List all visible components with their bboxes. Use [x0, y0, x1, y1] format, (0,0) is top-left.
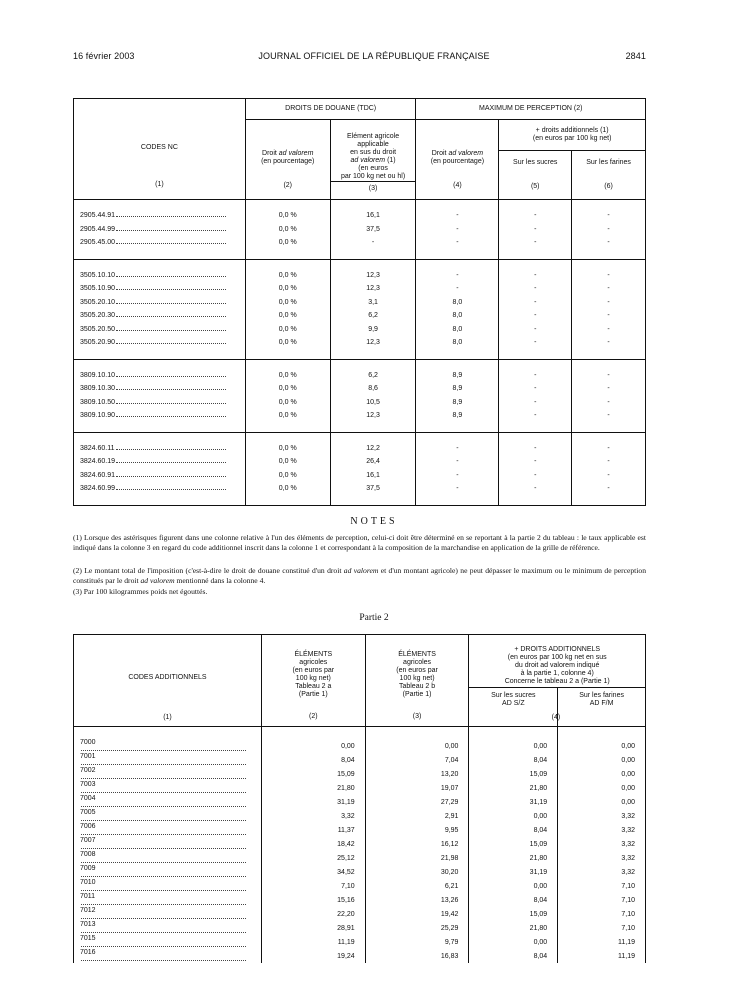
- value-cell: 18,42: [261, 837, 365, 851]
- notes-title: NOTES: [350, 516, 398, 527]
- value-cell: 37,5: [330, 223, 416, 237]
- note-2: (2) Le montant total de l'imposition (c'est-à-dire le droit de douane constitué d'un droit ad valorem et d'un montant agricole) ne peut dépasser le maximum ou le minimum de perception constitués par le droit ad valorem mentionné dans la colonne 4.: [73, 566, 646, 585]
- value-cell: 0,0 %: [245, 223, 330, 237]
- table-row: [74, 323, 646, 337]
- value-cell: 12,3: [330, 269, 416, 283]
- value-cell: 8,0: [416, 336, 499, 350]
- value-cell: 8,9: [416, 382, 499, 396]
- value-cell: -: [499, 282, 572, 296]
- value-cell: 25,29: [365, 921, 469, 935]
- value-cell: 8,9: [416, 369, 499, 383]
- value-cell: -: [499, 396, 572, 410]
- value-cell: -: [499, 409, 572, 423]
- table-row: [74, 753, 646, 767]
- value-cell: 12,3: [330, 336, 416, 350]
- value-cell: 16,1: [330, 209, 416, 223]
- table-row: [74, 795, 646, 809]
- value-cell: 12,3: [330, 409, 416, 423]
- value-cell: -: [416, 209, 499, 223]
- value-cell: -: [572, 396, 646, 410]
- value-cell: 8,04: [469, 949, 558, 963]
- value-cell: -: [572, 469, 646, 483]
- value-cell: 8,6: [330, 382, 416, 396]
- value-cell: 37,5: [330, 482, 416, 496]
- table-row: [74, 382, 646, 396]
- value-cell: 8,0: [416, 296, 499, 310]
- table-row: [74, 921, 646, 935]
- value-cell: -: [499, 442, 572, 456]
- partie-2-title: Partie 2: [359, 613, 389, 623]
- additional-code-cell: 7008: [74, 851, 262, 865]
- value-cell: 6,2: [330, 309, 416, 323]
- table-row: [74, 837, 646, 851]
- value-cell: 0,0 %: [245, 409, 330, 423]
- value-cell: 0,00: [469, 809, 558, 823]
- value-cell: 0,00: [558, 795, 646, 809]
- value-cell: 2,91: [365, 809, 469, 823]
- value-cell: -: [416, 442, 499, 456]
- group-droits-douane: DROITS DE DOUANE (TDC): [245, 99, 416, 120]
- table-row: [74, 851, 646, 865]
- additional-code-cell: 7005: [74, 809, 262, 823]
- value-cell: 0,0 %: [245, 369, 330, 383]
- value-cell: 19,24: [261, 949, 365, 963]
- value-cell: 0,0 %: [245, 296, 330, 310]
- table-row: [74, 336, 646, 350]
- nc-code-cell: 3505.20.90: [74, 336, 246, 350]
- value-cell: 0,00: [261, 739, 365, 753]
- value-cell: 21,80: [261, 781, 365, 795]
- value-cell: 15,09: [469, 907, 558, 921]
- value-cell: 13,26: [365, 893, 469, 907]
- value-cell: -: [572, 369, 646, 383]
- value-cell: 16,12: [365, 837, 469, 851]
- journal-title: JOURNAL OFFICIEL DE LA RÉPUBLIQUE FRANÇAISE: [258, 51, 490, 61]
- value-cell: 3,32: [558, 865, 646, 879]
- value-cell: 0,0 %: [245, 309, 330, 323]
- value-cell: 7,10: [558, 879, 646, 893]
- value-cell: 34,52: [261, 865, 365, 879]
- value-cell: 8,9: [416, 409, 499, 423]
- value-cell: 15,09: [261, 767, 365, 781]
- value-cell: 13,20: [365, 767, 469, 781]
- table-row: [74, 442, 646, 456]
- additional-code-cell: 7007: [74, 837, 262, 851]
- additional-code-cell: 7010: [74, 879, 262, 893]
- table-row: [74, 767, 646, 781]
- value-cell: -: [499, 236, 572, 250]
- value-cell: -: [572, 209, 646, 223]
- nc-code-cell: 3824.60.11: [74, 442, 246, 456]
- table-row: [74, 396, 646, 410]
- value-cell: 12,3: [330, 282, 416, 296]
- col-droits-additionnels-2: + DROITS ADDITIONNELS (en euros par 100 kg net en sus du droit ad valorem indiqué à la partie 1, colonne 4) Concerne le tableau 2 a (Partie 1): [469, 635, 646, 688]
- value-cell: -: [416, 455, 499, 469]
- value-cell: 0,00: [365, 739, 469, 753]
- value-cell: 11,37: [261, 823, 365, 837]
- table-row: [74, 409, 646, 423]
- value-cell: 6,21: [365, 879, 469, 893]
- value-cell: 7,04: [365, 753, 469, 767]
- table-row: [74, 223, 646, 237]
- value-cell: -: [499, 296, 572, 310]
- value-cell: 16,83: [365, 949, 469, 963]
- table-row: [74, 309, 646, 323]
- value-cell: -: [572, 309, 646, 323]
- value-cell: 0,0 %: [245, 323, 330, 337]
- value-cell: 0,00: [469, 935, 558, 949]
- value-cell: -: [572, 482, 646, 496]
- value-cell: 0,0 %: [245, 442, 330, 456]
- table-row: [74, 879, 646, 893]
- additional-code-cell: 7012: [74, 907, 262, 921]
- table-row: [74, 935, 646, 949]
- value-cell: 0,0 %: [245, 482, 330, 496]
- tariff-table-part1: [73, 98, 646, 506]
- value-cell: 8,04: [469, 753, 558, 767]
- value-cell: 3,32: [558, 851, 646, 865]
- col-sur-les-sucres: Sur les sucres (5): [499, 151, 572, 200]
- value-cell: -: [416, 469, 499, 483]
- col-max-droit-ad-valorem: Droit ad valorem (en pourcentage) (4): [416, 120, 499, 200]
- value-cell: 15,09: [469, 837, 558, 851]
- col-farines-adfm: Sur les farines AD F/M: [558, 688, 646, 727]
- nc-code-cell: 2905.44.91: [74, 209, 246, 223]
- value-cell: 0,0 %: [245, 382, 330, 396]
- value-cell: -: [416, 269, 499, 283]
- value-cell: -: [499, 309, 572, 323]
- additional-code-cell: 7003: [74, 781, 262, 795]
- value-cell: -: [499, 469, 572, 483]
- value-cell: 22,20: [261, 907, 365, 921]
- value-cell: 0,0 %: [245, 209, 330, 223]
- value-cell: -: [572, 269, 646, 283]
- value-cell: -: [572, 323, 646, 337]
- value-cell: 0,00: [469, 879, 558, 893]
- table-row: [74, 236, 646, 250]
- additional-code-cell: 7011: [74, 893, 262, 907]
- value-cell: 8,04: [469, 893, 558, 907]
- value-cell: 0,00: [558, 753, 646, 767]
- value-cell: 31,19: [261, 795, 365, 809]
- table-row: [74, 781, 646, 795]
- value-cell: -: [499, 369, 572, 383]
- table-row: [74, 809, 646, 823]
- value-cell: 31,19: [469, 795, 558, 809]
- additional-codes-table: [73, 634, 646, 963]
- additional-code-cell: 7009: [74, 865, 262, 879]
- col-element-agricole: Elément agricole applicable en sus du droit ad valorem (1) (en euros par 100 kg net ou hl) (3): [330, 120, 416, 200]
- value-cell: 21,80: [469, 921, 558, 935]
- col-droits-additionnels: + droits additionnels (1) (en euros par 100 kg net): [499, 120, 646, 151]
- value-cell: -: [572, 223, 646, 237]
- value-cell: 19,42: [365, 907, 469, 921]
- col-codes-additionnels: CODES ADDITIONNELS (1): [74, 635, 262, 727]
- value-cell: 6,2: [330, 369, 416, 383]
- value-cell: 0,0 %: [245, 455, 330, 469]
- col-codes-nc: CODES NC (1): [74, 99, 246, 200]
- value-cell: 8,0: [416, 323, 499, 337]
- nc-code-cell: 3505.10.90: [74, 282, 246, 296]
- table-row: [74, 739, 646, 753]
- additional-code-cell: 7002: [74, 767, 262, 781]
- value-cell: 21,80: [469, 851, 558, 865]
- value-cell: 10,5: [330, 396, 416, 410]
- value-cell: 31,19: [469, 865, 558, 879]
- note-3: (3) Par 100 kilogrammes poids net égouttés.: [73, 587, 208, 596]
- value-cell: -: [572, 336, 646, 350]
- col-sur-les-farines: Sur les farines (6): [572, 151, 646, 200]
- value-cell: 7,10: [558, 921, 646, 935]
- value-cell: -: [330, 236, 416, 250]
- nc-code-cell: 3824.60.19: [74, 455, 246, 469]
- value-cell: 27,29: [365, 795, 469, 809]
- header-date: 16 février 2003: [73, 51, 135, 61]
- value-cell: 7,10: [261, 879, 365, 893]
- value-cell: 9,79: [365, 935, 469, 949]
- value-cell: 3,32: [558, 837, 646, 851]
- nc-code-cell: 3824.60.99: [74, 482, 246, 496]
- nc-code-cell: 3809.10.10: [74, 369, 246, 383]
- value-cell: 19,07: [365, 781, 469, 795]
- table-row: [74, 949, 646, 963]
- value-cell: 11,19: [558, 935, 646, 949]
- value-cell: -: [499, 209, 572, 223]
- value-cell: 0,00: [558, 767, 646, 781]
- value-cell: 0,00: [558, 739, 646, 753]
- table-row: [74, 893, 646, 907]
- nc-code-cell: 2905.45.00: [74, 236, 246, 250]
- value-cell: 21,98: [365, 851, 469, 865]
- nc-code-cell: 3505.10.10: [74, 269, 246, 283]
- nc-code-cell: 3505.20.10: [74, 296, 246, 310]
- value-cell: 8,04: [469, 823, 558, 837]
- value-cell: 15,16: [261, 893, 365, 907]
- value-cell: -: [572, 455, 646, 469]
- value-cell: 30,20: [365, 865, 469, 879]
- nc-code-cell: 3505.20.30: [74, 309, 246, 323]
- table-row: [74, 282, 646, 296]
- value-cell: -: [572, 382, 646, 396]
- nc-code-cell: 3809.10.50: [74, 396, 246, 410]
- value-cell: -: [572, 442, 646, 456]
- additional-code-cell: 7001: [74, 753, 262, 767]
- value-cell: 7,10: [558, 893, 646, 907]
- value-cell: 0,0 %: [245, 336, 330, 350]
- value-cell: 3,32: [558, 809, 646, 823]
- value-cell: 0,00: [469, 739, 558, 753]
- value-cell: 11,19: [261, 935, 365, 949]
- table-row: [74, 469, 646, 483]
- table-row: [74, 823, 646, 837]
- additional-code-cell: 7013: [74, 921, 262, 935]
- value-cell: -: [499, 455, 572, 469]
- col-sucres-adsz: Sur les sucres AD S/Z (4): [469, 688, 558, 727]
- col-elements-2b: ÉLÉMENTS agricoles (en euros par 100 kg net) Tableau 2 b (Partie 1) (3): [365, 635, 469, 727]
- value-cell: 15,09: [469, 767, 558, 781]
- value-cell: 21,80: [469, 781, 558, 795]
- additional-code-cell: 7016: [74, 949, 262, 963]
- value-cell: 3,32: [261, 809, 365, 823]
- value-cell: 9,95: [365, 823, 469, 837]
- group-maximum-perception: MAXIMUM DE PERCEPTION (2): [416, 99, 646, 120]
- value-cell: -: [499, 482, 572, 496]
- value-cell: -: [572, 236, 646, 250]
- table-row: [74, 209, 646, 223]
- value-cell: -: [499, 223, 572, 237]
- value-cell: -: [499, 269, 572, 283]
- value-cell: 0,0 %: [245, 282, 330, 296]
- value-cell: -: [416, 482, 499, 496]
- table-row: [74, 907, 646, 921]
- value-cell: 3,1: [330, 296, 416, 310]
- value-cell: 8,0: [416, 309, 499, 323]
- table-row: [74, 269, 646, 283]
- value-cell: 0,00: [558, 781, 646, 795]
- table-row: [74, 296, 646, 310]
- value-cell: 0,0 %: [245, 236, 330, 250]
- additional-code-cell: 7015: [74, 935, 262, 949]
- additional-code-cell: 7000: [74, 739, 262, 753]
- value-cell: -: [572, 409, 646, 423]
- value-cell: 8,9: [416, 396, 499, 410]
- value-cell: 9,9: [330, 323, 416, 337]
- table-row: [74, 482, 646, 496]
- value-cell: -: [416, 282, 499, 296]
- value-cell: 3,32: [558, 823, 646, 837]
- value-cell: -: [499, 382, 572, 396]
- value-cell: 0,0 %: [245, 396, 330, 410]
- value-cell: 0,0 %: [245, 469, 330, 483]
- page-number: 2841: [625, 51, 646, 61]
- value-cell: 28,91: [261, 921, 365, 935]
- value-cell: 11,19: [558, 949, 646, 963]
- value-cell: 16,1: [330, 469, 416, 483]
- nc-code-cell: 3824.60.91: [74, 469, 246, 483]
- nc-code-cell: 3505.20.50: [74, 323, 246, 337]
- nc-code-cell: 3809.10.90: [74, 409, 246, 423]
- value-cell: -: [572, 296, 646, 310]
- value-cell: 25,12: [261, 851, 365, 865]
- nc-code-cell: 2905.44.99: [74, 223, 246, 237]
- value-cell: -: [416, 223, 499, 237]
- col-elements-2a: ÉLÉMENTS agricoles (en euros par 100 kg net) Tableau 2 a (Partie 1) (2): [261, 635, 365, 727]
- value-cell: 7,10: [558, 907, 646, 921]
- value-cell: -: [416, 236, 499, 250]
- value-cell: 8,04: [261, 753, 365, 767]
- table-row: [74, 865, 646, 879]
- table-row: [74, 455, 646, 469]
- additional-code-cell: 7004: [74, 795, 262, 809]
- value-cell: -: [572, 282, 646, 296]
- nc-code-cell: 3809.10.30: [74, 382, 246, 396]
- value-cell: -: [499, 336, 572, 350]
- note-1: (1) Lorsque des astérisques figurent dans une colonne relative à l'un des éléments de perception, celui-ci doit être déterminé en se reportant à la partie 2 du tableau : le taux applicable est indiqué dans la colonne 3 en regard du code additionnel inscrit dans la colonne 1 et correspondant à la composition de la marchandise en application de la grille de référence.: [73, 533, 646, 552]
- additional-code-cell: 7006: [74, 823, 262, 837]
- table-row: [74, 369, 646, 383]
- col-droit-ad-valorem: Droit ad valorem (en pourcentage) (2): [245, 120, 330, 200]
- value-cell: 12,2: [330, 442, 416, 456]
- value-cell: 26,4: [330, 455, 416, 469]
- value-cell: -: [499, 323, 572, 337]
- value-cell: 0,0 %: [245, 269, 330, 283]
